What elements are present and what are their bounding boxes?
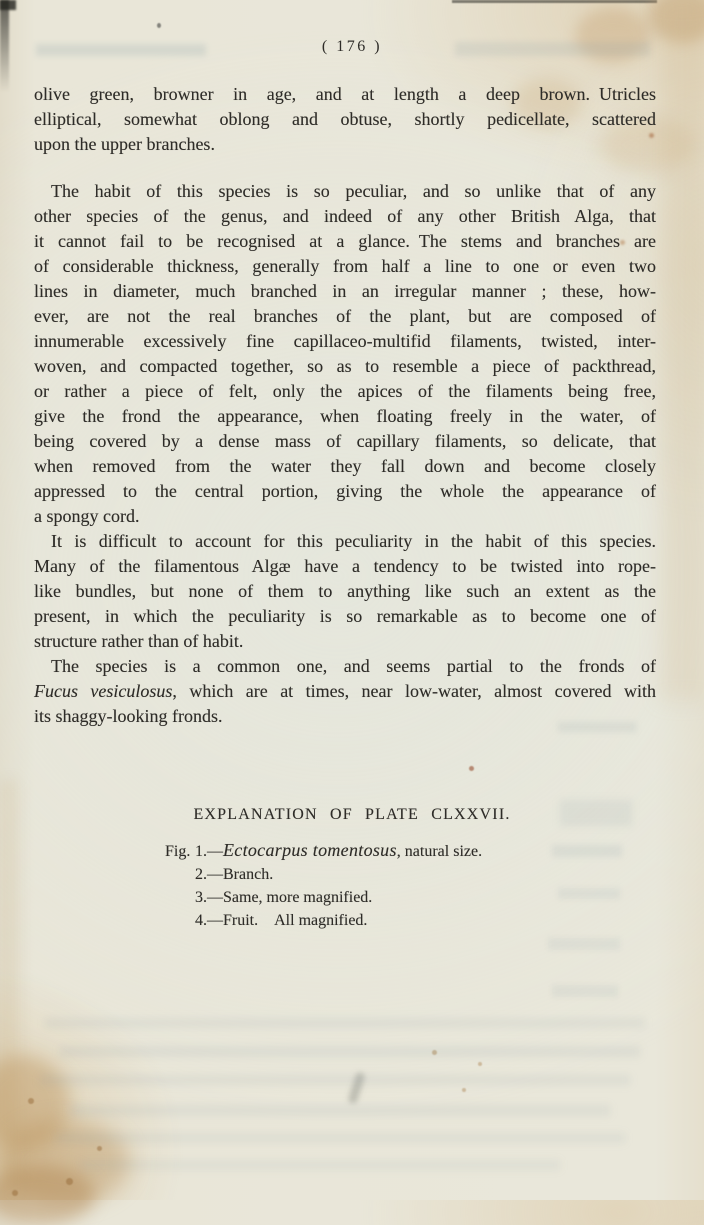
page-edge-shadow <box>0 0 16 10</box>
figure-label: Fig. <box>165 843 191 860</box>
page-number: ( 176 ) <box>321 38 383 55</box>
show-through-text <box>548 938 620 950</box>
show-through-text <box>55 1133 625 1143</box>
paragraph <box>34 654 656 729</box>
stain <box>28 1098 34 1104</box>
stain <box>0 1165 95 1225</box>
text-line: being covered by a dense mass of capillary filaments, so delicate, that <box>34 431 656 451</box>
stain <box>0 1120 130 1205</box>
text-line: upon the upper branches. <box>34 134 215 154</box>
stain <box>478 1062 482 1066</box>
show-through-text <box>552 845 622 857</box>
text-line: other species of the genus, and indeed of any other British Alga, that <box>34 206 656 226</box>
text-line: woven, and compacted together, so as to resemble a piece of packthread, <box>34 356 656 376</box>
plate-explanation-heading: EXPLANATION OF PLATE CLXXVII. <box>193 806 511 823</box>
show-through-text <box>70 1105 610 1116</box>
show-through-text <box>45 1018 645 1028</box>
text-line: lines in diameter, much branched in an irregular manner ; these, how- <box>34 281 656 301</box>
figure-caption <box>165 839 482 863</box>
figure-caption <box>165 863 482 886</box>
stain <box>0 1055 70 1150</box>
figure-text: 3.—Same, more magnified. <box>195 889 373 906</box>
stain <box>469 766 474 771</box>
figure-text: 1.—Ectocarpus tomentosus, natural size. <box>195 840 483 860</box>
text-line: structure rather than of habit. <box>34 631 244 651</box>
text-line: like bundles, but none of them to anything like such an extent as the <box>34 581 656 601</box>
stain <box>432 1050 437 1055</box>
show-through-text <box>60 1046 640 1057</box>
text-line: present, in which the peculiarity is so remarkable as to become one of <box>34 606 656 626</box>
stain <box>157 23 161 28</box>
paragraph <box>34 179 656 529</box>
text-line: of considerable thickness, generally from half a line to one or even two <box>34 256 656 276</box>
text-line: Many of the filamentous Algæ have a tendency to be twisted into rope- <box>34 556 656 576</box>
text-line: its shaggy-looking fronds. <box>34 706 223 726</box>
paragraph <box>34 82 656 157</box>
figure-caption <box>165 909 482 932</box>
text-line: elliptical, somewhat oblong and obtuse, shortly pedicellate, scattered <box>34 109 656 129</box>
show-through-text <box>80 1160 560 1170</box>
text-line: The habit of this species is so peculiar, and so unlike that of any <box>51 181 656 201</box>
text-line: or rather a piece of felt, only the apices of the filaments being free, <box>34 381 656 401</box>
text-line: It is difficult to account for this peculiarity in the habit of this species. <box>51 531 656 551</box>
stain <box>660 0 704 700</box>
figure-text: 4.—Fruit. All magnified. <box>195 912 368 929</box>
stain <box>66 1178 73 1185</box>
show-through-text <box>558 888 620 899</box>
text-line: when removed from the water they fall down and become closely <box>34 456 656 476</box>
figure-caption <box>165 886 482 909</box>
body-text <box>34 82 656 729</box>
stain <box>462 1088 466 1092</box>
text-line: give the frond the appearance, when floating freely in the water, of <box>34 406 656 426</box>
text-line: a spongy cord. <box>34 506 140 526</box>
text-line: it cannot fail to be recognised at a glance. The stems and branches are <box>34 231 656 251</box>
text-line: The species is a common one, and seems partial to the fronds of <box>51 656 656 676</box>
show-through-text <box>552 985 618 997</box>
text-line: Fucus vesiculosus, which are at times, near low-water, almost covered with <box>34 681 656 701</box>
text-line: appressed to the central portion, giving the whole the appearance of <box>34 481 656 501</box>
text-line: ever, are not the real branches of the plant, but are composed of <box>34 306 656 326</box>
show-through-text <box>40 1075 630 1085</box>
stain <box>97 1146 102 1151</box>
figure-list <box>165 839 482 932</box>
stain <box>12 1190 18 1196</box>
figure-text: 2.—Branch. <box>195 866 274 883</box>
text-line: innumerable excessively fine capillaceo-multifid filaments, twisted, inter- <box>34 331 656 351</box>
smudge-mark <box>347 1071 365 1104</box>
stain <box>0 780 18 1200</box>
page-edge-shadow <box>452 0 657 3</box>
text-line: olive green, browner in age, and at length a deep brown. Utricles <box>34 84 656 104</box>
paragraph <box>34 529 656 654</box>
